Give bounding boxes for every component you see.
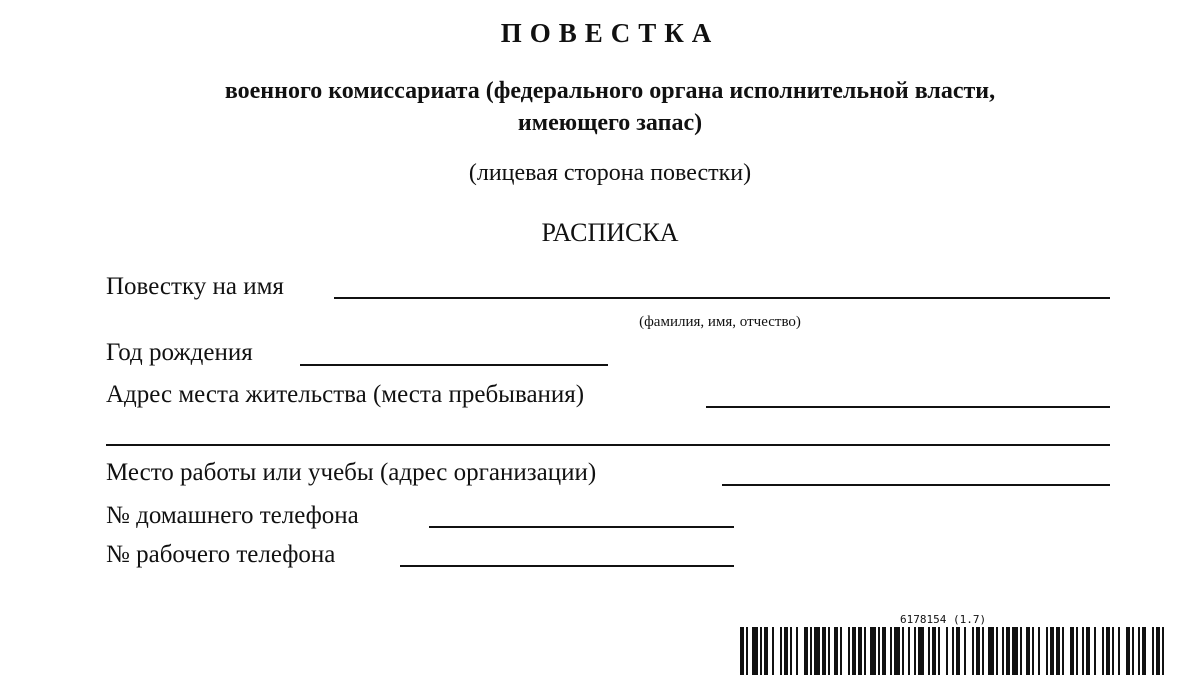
name-label: Повестку на имя	[106, 273, 284, 300]
home-phone-field-line[interactable]	[429, 526, 734, 528]
work-field-line[interactable]	[722, 484, 1110, 486]
birth-year-label: Год рождения	[106, 339, 253, 366]
work-phone-field-line[interactable]	[400, 565, 734, 567]
address-field-line[interactable]	[706, 406, 1110, 408]
side-note: (лицевая сторона повестки)	[468, 160, 752, 186]
barcode	[740, 627, 1170, 675]
home-phone-label: № домашнего телефона	[106, 502, 359, 529]
document-subtitle-line1: военного комиссариата (федерального органа исполнительной власти,	[224, 78, 996, 104]
work-phone-label: № рабочего телефона	[106, 541, 336, 568]
work-label: Место работы или учебы (адрес организации)	[106, 459, 597, 486]
section-heading: РАСПИСКА	[541, 218, 679, 247]
address-field-line-2[interactable]	[106, 444, 1110, 446]
barcode-stripe	[1164, 627, 1168, 675]
document-title: ПОВЕСТКА	[500, 18, 720, 48]
name-field-line[interactable]	[334, 297, 1110, 299]
barcode-number: 6178154 (1.7)	[900, 613, 987, 626]
document-subtitle-line2: имеющего запас)	[517, 110, 703, 136]
address-label: Адрес места жительства (места пребывания)	[106, 381, 585, 408]
name-caption: (фамилия, имя, отчество)	[639, 314, 801, 330]
birth-year-field-line[interactable]	[300, 364, 608, 366]
